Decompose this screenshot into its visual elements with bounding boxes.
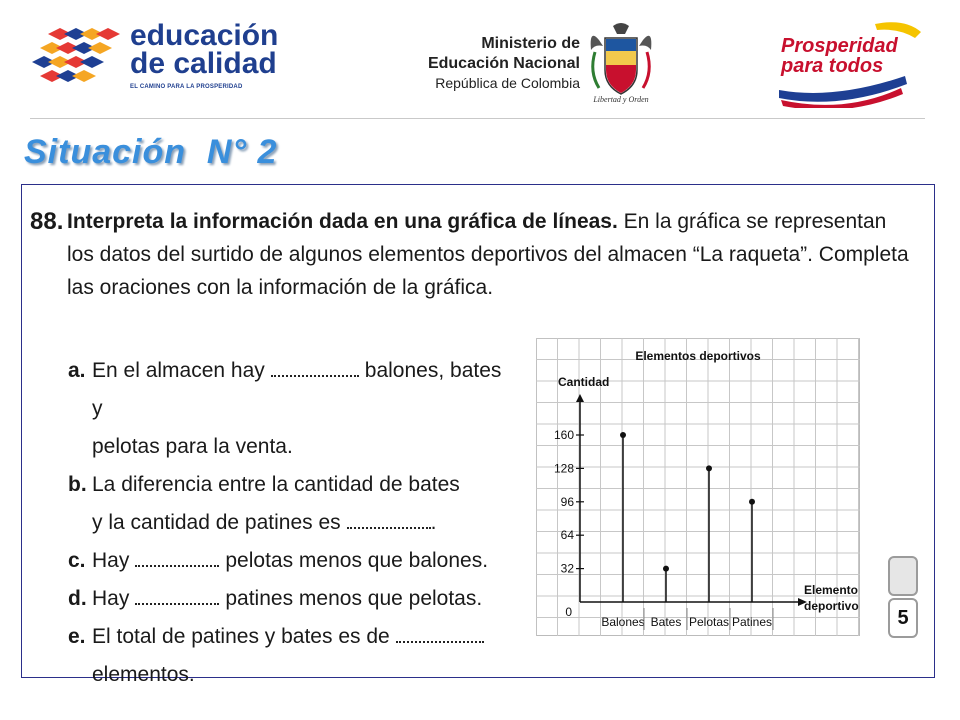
answer-blank[interactable] — [135, 589, 219, 605]
item-text: La diferencia entre la cantidad de bates — [92, 473, 460, 496]
header — [0, 0, 960, 120]
item-text: . — [430, 511, 437, 534]
ministerio-line1: Ministerio de — [481, 35, 580, 52]
item-text: En el almacen hay — [92, 359, 265, 382]
data-point — [749, 499, 755, 505]
prosperidad-text — [781, 36, 898, 76]
x-tick-label: Pelotas — [688, 615, 730, 629]
edu-logo-line2: de calidad — [130, 47, 277, 80]
item-text: y la cantidad de patines es — [92, 511, 341, 534]
x-axis-label-line2: deportivo — [804, 599, 859, 613]
y-tick-label: 96 — [560, 494, 574, 509]
ministerio-line2: Educación Nacional — [427, 55, 580, 72]
ministerio-logo — [390, 34, 580, 92]
chart-svg — [536, 338, 860, 636]
cubes-logo-icon — [32, 26, 124, 96]
y-tick-label: 32 — [560, 561, 574, 576]
escudo-motto: Libertad y Orden — [593, 95, 649, 104]
item-letter: d. — [68, 587, 87, 610]
item-letter: c. — [68, 549, 86, 572]
x-tick-label: Patines — [731, 615, 773, 629]
prosperidad-line2: para todos — [781, 55, 884, 77]
question-list — [68, 352, 508, 694]
problem-body — [67, 205, 910, 304]
list-item — [68, 352, 508, 466]
y-tick-label: 64 — [560, 528, 574, 543]
item-text: pelotas menos que balones. — [225, 549, 489, 572]
item-text: Hay — [92, 587, 130, 610]
page-number: 5 — [888, 598, 918, 638]
problem-statement — [30, 205, 910, 304]
answer-blank[interactable] — [271, 361, 359, 377]
problem-bold-text: Interpreta la información dada en una gráfica de líneas. — [67, 210, 618, 233]
problem-number: 88. — [30, 208, 64, 235]
item-text: elementos. — [92, 663, 195, 686]
x-axis-label-line1: Elemento — [804, 583, 859, 597]
page-indicator — [888, 556, 920, 640]
data-point — [663, 566, 669, 572]
prosperidad-line1: Prosperidad — [781, 35, 898, 57]
answer-blank[interactable] — [135, 551, 219, 567]
prosperidad-logo — [775, 18, 925, 108]
answer-blank[interactable] — [396, 627, 484, 643]
list-item — [68, 542, 508, 580]
chart — [536, 338, 860, 636]
edu-logo-line1: educación — [130, 19, 279, 52]
item-text: Hay — [92, 549, 130, 572]
list-item — [68, 618, 508, 694]
educacion-de-calidad-logo — [32, 19, 302, 104]
item-text: El total de patines y bates es de — [92, 625, 390, 648]
x-tick-label: Balones — [601, 615, 645, 629]
item-letter: e. — [68, 625, 86, 648]
item-letter: b. — [68, 473, 87, 496]
data-point — [620, 432, 626, 438]
item-letter: a. — [68, 359, 86, 382]
item-text: pelotas para la venta. — [92, 435, 293, 458]
header-divider — [30, 118, 925, 119]
item-text: patines menos que pelotas. — [225, 587, 483, 610]
chart-title: Elementos deportivos — [635, 349, 761, 363]
y-tick-label: 160 — [553, 428, 574, 442]
list-item — [68, 580, 508, 618]
problem-text: En la gráfica se representan los datos del surtido de algunos elementos deportivos del almacen “La raqueta”. Completa las oraciones con la información de la gráfica. — [67, 210, 909, 299]
edu-logo-tagline: EL CAMINO PARA LA PROSPERIDAD — [130, 84, 243, 90]
data-point — [706, 465, 712, 471]
edu-logo-text — [130, 19, 279, 80]
list-item — [68, 466, 508, 542]
y-tick-label: 128 — [553, 461, 574, 476]
page-title: Situación N° 2 — [24, 133, 278, 171]
answer-blank[interactable] — [347, 513, 431, 529]
y-axis-label: Cantidad — [558, 375, 610, 389]
ministerio-line3: República de Colombia — [435, 75, 580, 91]
item-text: balones, bates y — [92, 359, 502, 420]
y-tick-label: 0 — [565, 605, 572, 619]
page-tab-blank — [888, 556, 918, 596]
x-tick-label: Bates — [650, 615, 682, 629]
